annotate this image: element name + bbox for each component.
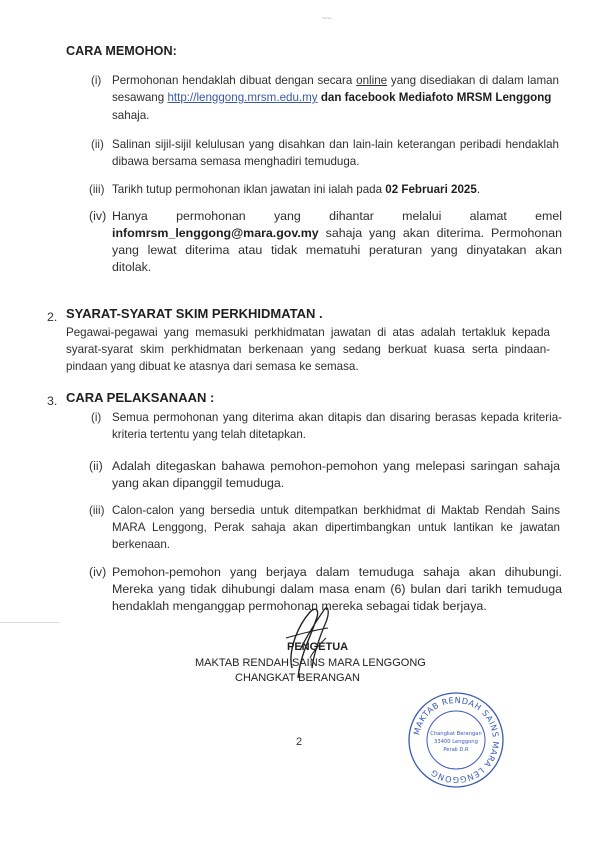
svg-text:MAKTAB RENDAH SAINS MARA LENGG: MAKTAB RENDAH SAINS MARA LENGGONG — [411, 694, 502, 786]
item-text: . — [476, 183, 481, 196]
signatory-organisation: MAKTAB RENDAH SAINS MARA LENGGONG — [195, 657, 426, 669]
item-number: (i) — [91, 411, 102, 424]
website-link[interactable]: http://lenggong.mrsm.edu.my — [167, 91, 318, 104]
header-mark: ~~ — [322, 14, 332, 23]
section-number: 3. — [47, 394, 58, 408]
item-text-line: Pemohon-pemohon yang berjaya dalam temuduga sahaja akan dihubungi. — [112, 565, 562, 579]
item-text: yang disediakan di dalam laman — [387, 74, 560, 87]
item-text-line: ditolak. — [112, 260, 152, 274]
item-number: (iv) — [89, 209, 107, 223]
section-heading: SYARAT-SYARAT SKIM PERKHIDMATAN . — [66, 306, 323, 321]
svg-text:Changkat Berangan: Changkat Berangan — [430, 731, 482, 737]
cara-memohon-heading: CARA MEMOHON: — [66, 44, 177, 58]
signatory-place: CHANGKAT BERANGAN — [235, 672, 360, 684]
section-text-line: pindaan yang dibuat ke atasnya dari semasa ke semasa. — [66, 360, 359, 373]
item-number: (iv) — [89, 565, 107, 579]
item-text: sahaja yang akan diterima. Permohonan — [318, 226, 562, 240]
item-text-line: Adalah ditegaskan bahawa pemohon-pemohon yang melepasi saringan sahaja — [112, 459, 560, 473]
item-text-line — [112, 72, 559, 89]
item-text-line: MARA Lenggong, Perak sahaja akan dipertimbangkan untuk lantikan ke jawatan — [112, 521, 560, 534]
item-text: Tarikh tutup permohonan iklan jawatan ini ialah pada — [112, 183, 386, 196]
item-text-line: Calon-calon yang bersedia untuk ditempatkan berkhidmat di Maktab Rendah Sains — [112, 504, 560, 517]
item-text: Permohonan hendaklah dibuat dengan secara — [112, 74, 357, 87]
item-number: (ii) — [91, 138, 104, 151]
item-text-line — [112, 225, 562, 242]
facebook-text: dan facebook Mediafoto MRSM Lenggong — [317, 91, 552, 104]
item-number: (iii) — [89, 183, 105, 196]
item-text-line: yang akan dipanggil temuduga. — [112, 476, 285, 490]
item-text-line: dibawa bersama semasa menghadiri temuduga. — [112, 155, 360, 168]
item-text-line: Semua permohonan yang diterima akan ditapis dan disaring berasas kepada kriteria- — [112, 411, 562, 424]
item-number: (ii) — [89, 459, 103, 473]
item-text-line: hendaklah menganggap permohonan mereka sebagai tidak berjaya. — [112, 599, 487, 613]
item-text-line: yang lewat diterima atau tidak mematuhi peraturan yang dinyatakan akan — [112, 243, 562, 257]
item-text-line: kriteria tertentu yang telah ditetapkan. — [112, 428, 306, 441]
item-text-line — [112, 89, 572, 106]
page-number: 2 — [296, 736, 303, 748]
email-address[interactable]: infomrsm_lenggong@mara.gov.my — [112, 226, 319, 240]
item-text: sesawang — [112, 91, 168, 104]
online-link[interactable]: online — [356, 74, 388, 87]
item-number: (i) — [91, 74, 102, 87]
item-text-line: berkenaan. — [112, 538, 171, 551]
section-text-line: Pegawai-pegawai yang memasuki perkhidmatan jawatan di atas adalah tertakluk kepada — [66, 326, 550, 339]
official-stamp — [406, 690, 506, 790]
item-number: (iii) — [89, 504, 105, 517]
scan-line — [0, 622, 60, 623]
section-heading: CARA PELAKSANAAN : — [66, 390, 215, 405]
item-text-line: Salinan sijil-sijil kelulusan yang disahkan dan lain-lain keterangan peribadi hendaklah — [112, 138, 559, 151]
svg-text:Perak D.R: Perak D.R — [443, 747, 469, 753]
signatory-role: PENGETUA — [287, 641, 349, 653]
item-text-line: Mereka yang tidak dihubungi dalam masa enam (6) bulan dari tarikh temuduga — [112, 582, 562, 596]
item-text-line: Hanya permohonan yang dihantar melalui alamat emel — [112, 209, 562, 223]
item-text-line — [112, 181, 480, 198]
svg-text:33400 Lenggong: 33400 Lenggong — [434, 739, 478, 745]
section-number: 2. — [47, 310, 58, 324]
closing-date: 02 Februari 2025 — [385, 183, 477, 196]
section-text-line: syarat-syarat skim perkhidmatan berkenaan yang sedang berkuat kuasa serta pindaan- — [66, 343, 550, 356]
item-text-line: sahaja. — [112, 109, 150, 122]
